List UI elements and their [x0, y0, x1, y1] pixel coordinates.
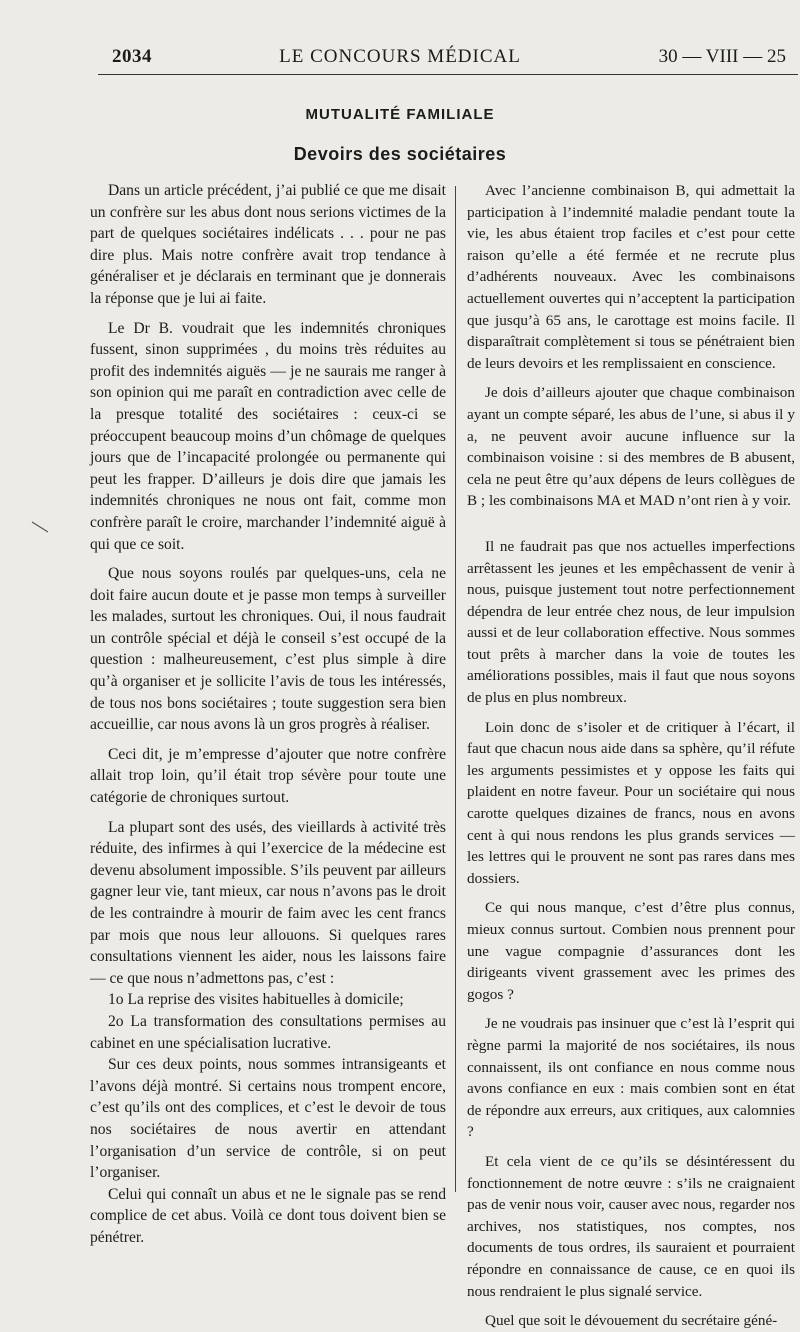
paragraph: Que nous soyons roulés par quelques-uns, cela ne doit faire aucun doute et je passe mon temps à surveiller les malades, surtout les chroniques. Oui, il nous faudrait un contrôle spécial et déjà le conseil s’est occupé de la question : malheureusement, c’est plus simple à dire qu’à organiser et je sollicite l’avis de tous les intéressés, de tous nos bons sociétaires ; toute suggestion sera bien accueillie, car nous avons là un gros progrès à réaliser.: [90, 565, 446, 734]
section-title: MUTUALITÉ FAMILIALE: [305, 106, 495, 123]
margin-tick-mark: [30, 520, 50, 534]
paragraph: Le Dr B. voudrait que les indemnités chroniques fussent, sinon supprimées , du moins très réduites au profit des indemnités aiguës — je ne saurais me ranger à son opinion qui me paraît en contradiction avec celle de la presque totalité des sociétaires : ceux-ci se préoccupent beaucoup moins d’un chômage de quelques jours que de l’incapacité prolongée ou permanente qui peut les frapper. D’ailleurs je dois dire que jamais les indemnités chroniques ne nous ont fait, comme mon confrère paraît le croire, marchander l’indemnité aiguë à qui que ce soit.: [90, 319, 446, 553]
right-column: [467, 180, 795, 1332]
paragraph: Ce qui nous manque, c’est d’être plus connus, mieux connus surtout. Combien nous prennent pour une vague compagnie d’assurances dont les dirigeants vivent grassement avec les primes des gogos ?: [467, 899, 795, 1003]
list-item: 2o La transformation des consultations permises au cabinet en une spécialisation lucrative.: [90, 1012, 446, 1052]
paragraph: La plupart sont des usés, des vieillards à activité très réduite, des infirmes à qui l’exercice de la médecine est devenu absolument impossible. S’ils peuvent par ailleurs gagner leur vie, tant mieux, car nous n’avons pas le droit de les contraindre à mourir de faim avec les cent francs par mois que nous leur allouons. Si quelques rares consultations viennent les aider, nous les laissons faire — ce que nous n’admettons pas, c’est :: [90, 818, 446, 987]
paragraph: Loin donc de s’isoler et de critiquer à l’écart, il faut que chacun nous aide dans sa sphère, qu’il réfute les arguments pessimistes et y oppose les faits qui plaident en notre faveur. Pour un sociétaire qui nous carotte quelques dizaines de francs, nous en avons cent à qui nous rendons les plus grands services — les lettres qui le prouvent ne sont pas rares dans mes dossiers.: [467, 718, 795, 887]
article-title: Devoirs des sociétaires: [293, 144, 507, 164]
paragraph: Dans un article précédent, j’ai publié ce que me disait un confrère sur les abus dont nous serions victimes de la part de quelques sociétaires indélicats . . . pour ne pas dire plus. Mais notre confrère avait trop tendance à généraliser et je déclarais en terminant que je donnerais la réponse que je lui ai faite.: [90, 182, 446, 307]
left-column: [90, 180, 446, 1249]
paragraph: Avec l’ancienne combinaison B, qui admettait la participation à l’indemnité maladie pendant toute la vie, les abus étaient trop faciles et c’est pour cette raison qu’elle a été fermée et ne recrute plus d’adhérents nouveaux. Avec les combinaisons actuellement ouvertes qui n’acceptent la participation que jusqu’à 65 ans, le carottage est moins facile. Il disparaîtrait complètement si tous se pénétraient bien de leurs devoirs et les remplissaient en conscience.: [467, 182, 795, 372]
running-head: [0, 44, 800, 74]
paragraph: Sur ces deux points, nous sommes intransigeants et l’avons déjà montré. Si certains nous trompent encore, c’est qu’ils ont des complices, et c’est le devoir de tous nos sociétaires de nous avertir en attendant l’organisation d’un service de contrôle, si on peut l’organiser.: [90, 1056, 446, 1182]
header-rule: [98, 74, 798, 75]
paragraph: Quel que soit le dévouement du secrétaire géné-: [485, 1312, 778, 1330]
paragraph: Il ne faudrait pas que nos actuelles imperfections arrêtassent les jeunes et les empêchassent de venir à nous, puisque justement tout notre perfectionnement dépendra de leur entrée chez nous, de leur impulsion aussi et de leur collaboration effective. Nous sommes tout prêts à marcher dans la voie de toutes les améliorations possibles, mais il faut que nous soyons de plus en plus nombreux.: [467, 537, 795, 707]
paragraph: Je ne voudrais pas insinuer que c’est là l’esprit qui règne parmi la majorité de nos sociétaires, ils nous connaissent, ils ont confiance en nous comme nous avons confiance en eux : mais combien sont en état de répondre aux erreurs, aux critiques, aux calomnies ?: [467, 1015, 795, 1141]
paragraph: Celui qui connaît un abus et ne le signale pas se rend complice de cet abus. Voilà ce dont tous doivent bien se pénétrer.: [90, 1185, 446, 1246]
page-number: 2034: [112, 46, 152, 67]
issue-date: 30 — VIII — 25: [658, 46, 786, 67]
paragraph: Et cela vient de ce qu’ils se désintéressent du fonctionnement de notre œuvre : s’ils ne craignaient pas de venir nous voir, causer avec nous, regarder nos archives, nos statistiques, nos comptes, nos documents de tous ordres, ils sauraient et pourraient répondre en connaissance de cause, ce en quoi ils nous rendraient le plus signalé service.: [467, 1152, 795, 1300]
list-item: 1o La reprise des visites habituelles à domicile;: [108, 991, 404, 1009]
column-divider: [455, 186, 456, 1192]
paragraph: Je dois d’ailleurs ajouter que chaque combinaison ayant un compte séparé, les abus de l’une, si abus il y a, ne peuvent avoir aucune influence sur la combinaison voisine : si des membres de B abusent, cela ne peut être qu’aux dépens de leurs collègues de B ; les combinaisons MA et MAD n’ont rien à y voir.: [467, 384, 795, 510]
paragraph: Ceci dit, je m’empresse d’ajouter que notre confrère allait trop loin, qu’il était trop sévère pour toute une catégorie de chroniques surtout.: [90, 745, 446, 807]
journal-title: LE CONCOURS MÉDICAL: [279, 46, 521, 67]
